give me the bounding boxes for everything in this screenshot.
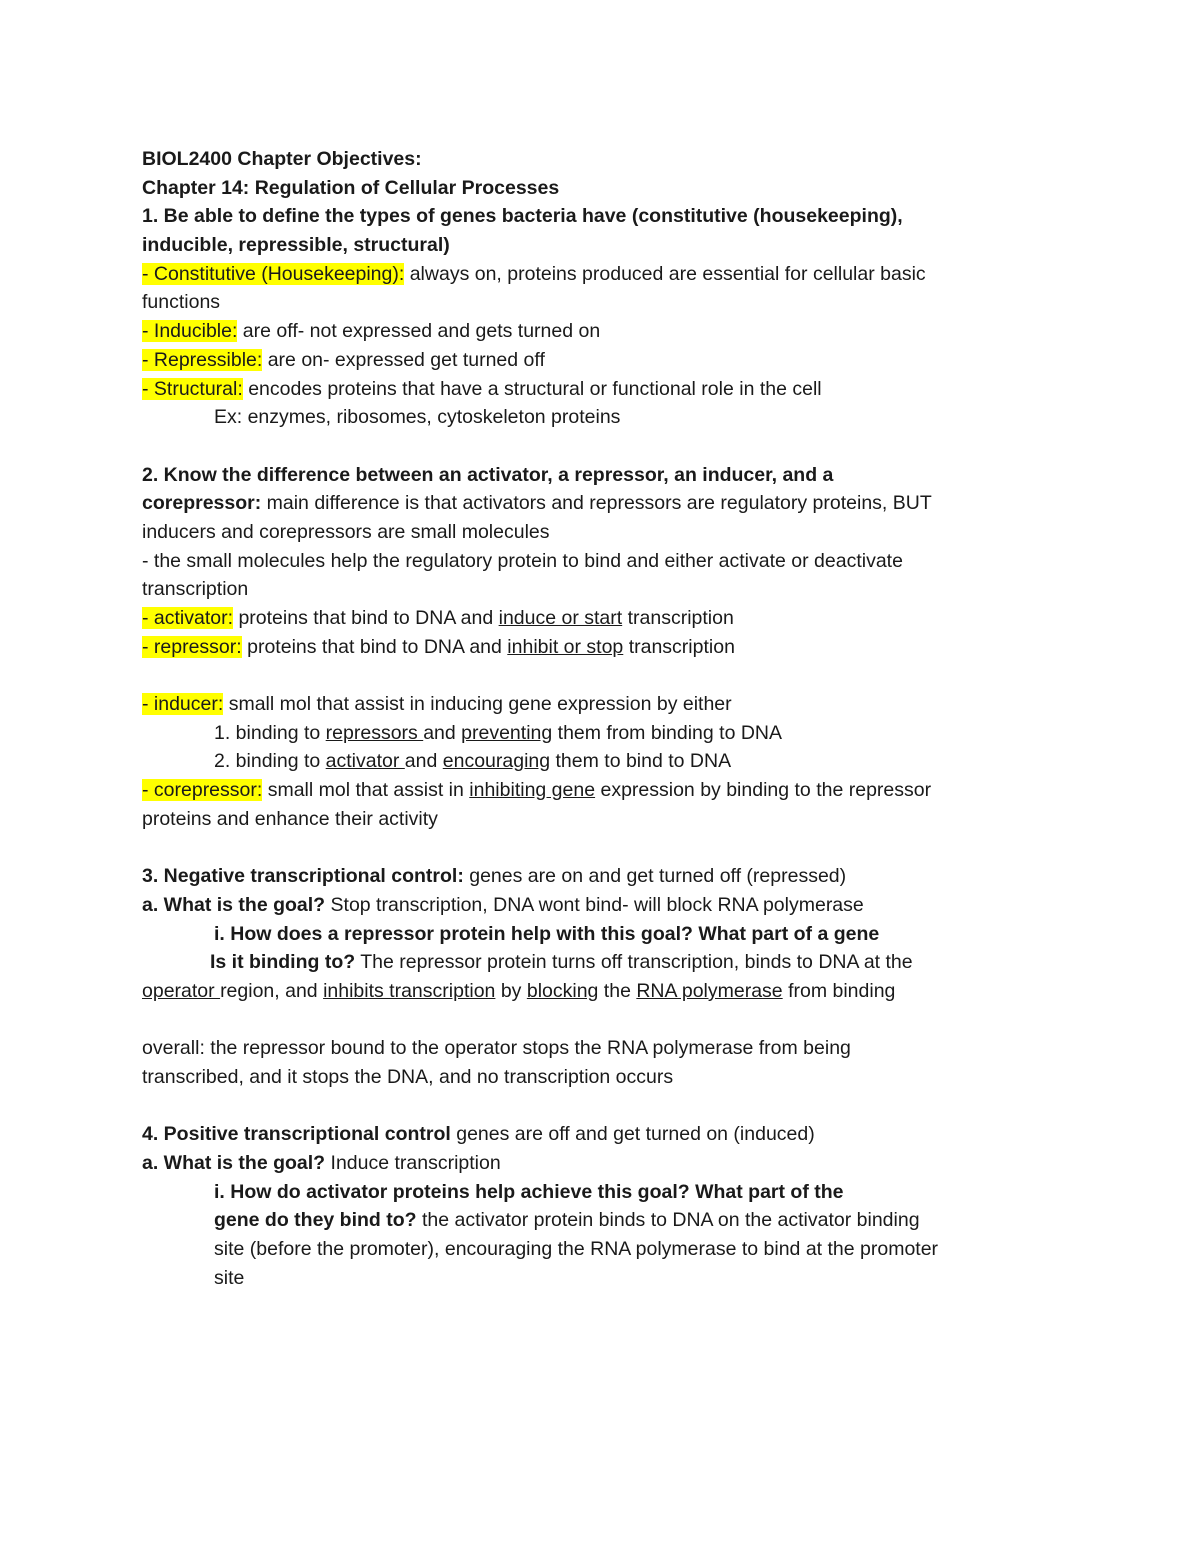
small-molecules-note-cont: transcription — [142, 578, 249, 601]
constitutive-definition-cont: functions — [142, 291, 221, 314]
activator-term: - activator: — [142, 607, 234, 629]
section-1-question: 1. Be able to define the types of genes bacteria have (constitutive (housekeeping), — [142, 205, 903, 228]
inducer-definition: - inducer: small mol that assist in inducing gene expression by either — [142, 693, 732, 716]
spacer — [142, 1092, 1072, 1121]
repressible-term: - Repressible: — [142, 348, 263, 371]
inducer-item-1: 1. binding to repressors and preventing them from binding to DNA — [214, 721, 782, 744]
corepressor-term: - corepressor: — [142, 779, 263, 802]
section-4-goal: a. What is the goal? Induce transcription — [142, 1152, 501, 1175]
section-3-overall: overall: the repressor bound to the operator stops the RNA polymerase from being — [142, 1037, 851, 1060]
section-2-answer-cont: inducers and corepressors are small molecules — [142, 520, 550, 543]
structural-example: Ex: enzymes, ribosomes, cytoskeleton proteins — [214, 406, 621, 429]
section-4-title: 4. Positive transcriptional control genes are off and get turned on (induced) — [142, 1123, 815, 1146]
spacer — [142, 1006, 1072, 1035]
repressor-term: - repressor: — [142, 635, 242, 658]
inducer-item-2: 2. binding to activator and encouraging them to bind to DNA — [214, 750, 732, 773]
section-3-subanswer-cont: operator region, and inhibits transcription by blocking the RNA polymerase from binding — [142, 979, 896, 1002]
small-molecules-note: - the small molecules help the regulatory protein to bind and either activate or deactivate — [142, 549, 903, 572]
spacer — [142, 661, 1072, 690]
activator-definition: - activator: proteins that bind to DNA and induce or start transcription — [142, 607, 734, 629]
section-4-subquestion: i. How do activator proteins help achieve this goal? What part of the — [214, 1180, 844, 1203]
repressible-definition: - Repressible: are on- expressed get turned off — [142, 348, 545, 371]
section-3-goal: a. What is the goal? Stop transcription, DNA wont bind- will block RNA polymerase — [142, 893, 864, 916]
section-4-subanswer: gene do they bind to? the activator protein binds to DNA on the activator binding — [214, 1209, 920, 1232]
constitutive-term: - Constitutive (Housekeeping): — [142, 262, 405, 285]
section-2-answer: corepressor: main difference is that activators and repressors are regulatory proteins, BUT — [142, 492, 932, 515]
section-3-subquestion: i. How does a repressor protein help with this goal? What part of a gene — [214, 922, 880, 945]
inducible-term: - Inducible: — [142, 320, 238, 343]
structural-term: - Structural: — [142, 377, 243, 400]
structural-definition: - Structural: encodes proteins that have a structural or functional role in the cell — [142, 377, 822, 400]
section-3-title: 3. Negative transcriptional control: genes are on and get turned off (repressed) — [142, 865, 847, 888]
section-4-subanswer-cont: site (before the promoter), encouraging the RNA polymerase to bind at the promoter — [214, 1238, 939, 1261]
corepressor-definition-cont: proteins and enhance their activity — [142, 807, 438, 830]
course-title: BIOL2400 Chapter Objectives: — [142, 148, 422, 170]
spacer — [142, 432, 1072, 461]
repressor-definition: - repressor: proteins that bind to DNA and inhibit or stop transcription — [142, 635, 735, 658]
chapter-title: Chapter 14: Regulation of Cellular Processes — [142, 176, 560, 199]
corepressor-definition: - corepressor: small mol that assist in inhibiting gene expression by binding to the repressor — [142, 779, 932, 802]
constitutive-definition: - Constitutive (Housekeeping): always on, proteins produced are essential for cellular basic — [142, 262, 926, 285]
section-2-question: 2. Know the difference between an activator, a repressor, an inducer, and a — [142, 463, 834, 486]
section-3-subanswer: Is it binding to? The repressor protein turns off transcription, binds to DNA at the — [210, 951, 913, 974]
section-3-overall-cont: transcribed, and it stops the DNA, and no transcription occurs — [142, 1066, 674, 1088]
document-body — [142, 145, 1072, 1293]
section-1-question-cont: inducible, repressible, structural) — [142, 234, 450, 257]
inducer-term: - inducer: — [142, 693, 224, 716]
spacer — [142, 834, 1072, 863]
inducible-definition: - Inducible: are off- not expressed and gets turned on — [142, 320, 601, 343]
section-4-subanswer-end: site — [214, 1266, 245, 1289]
